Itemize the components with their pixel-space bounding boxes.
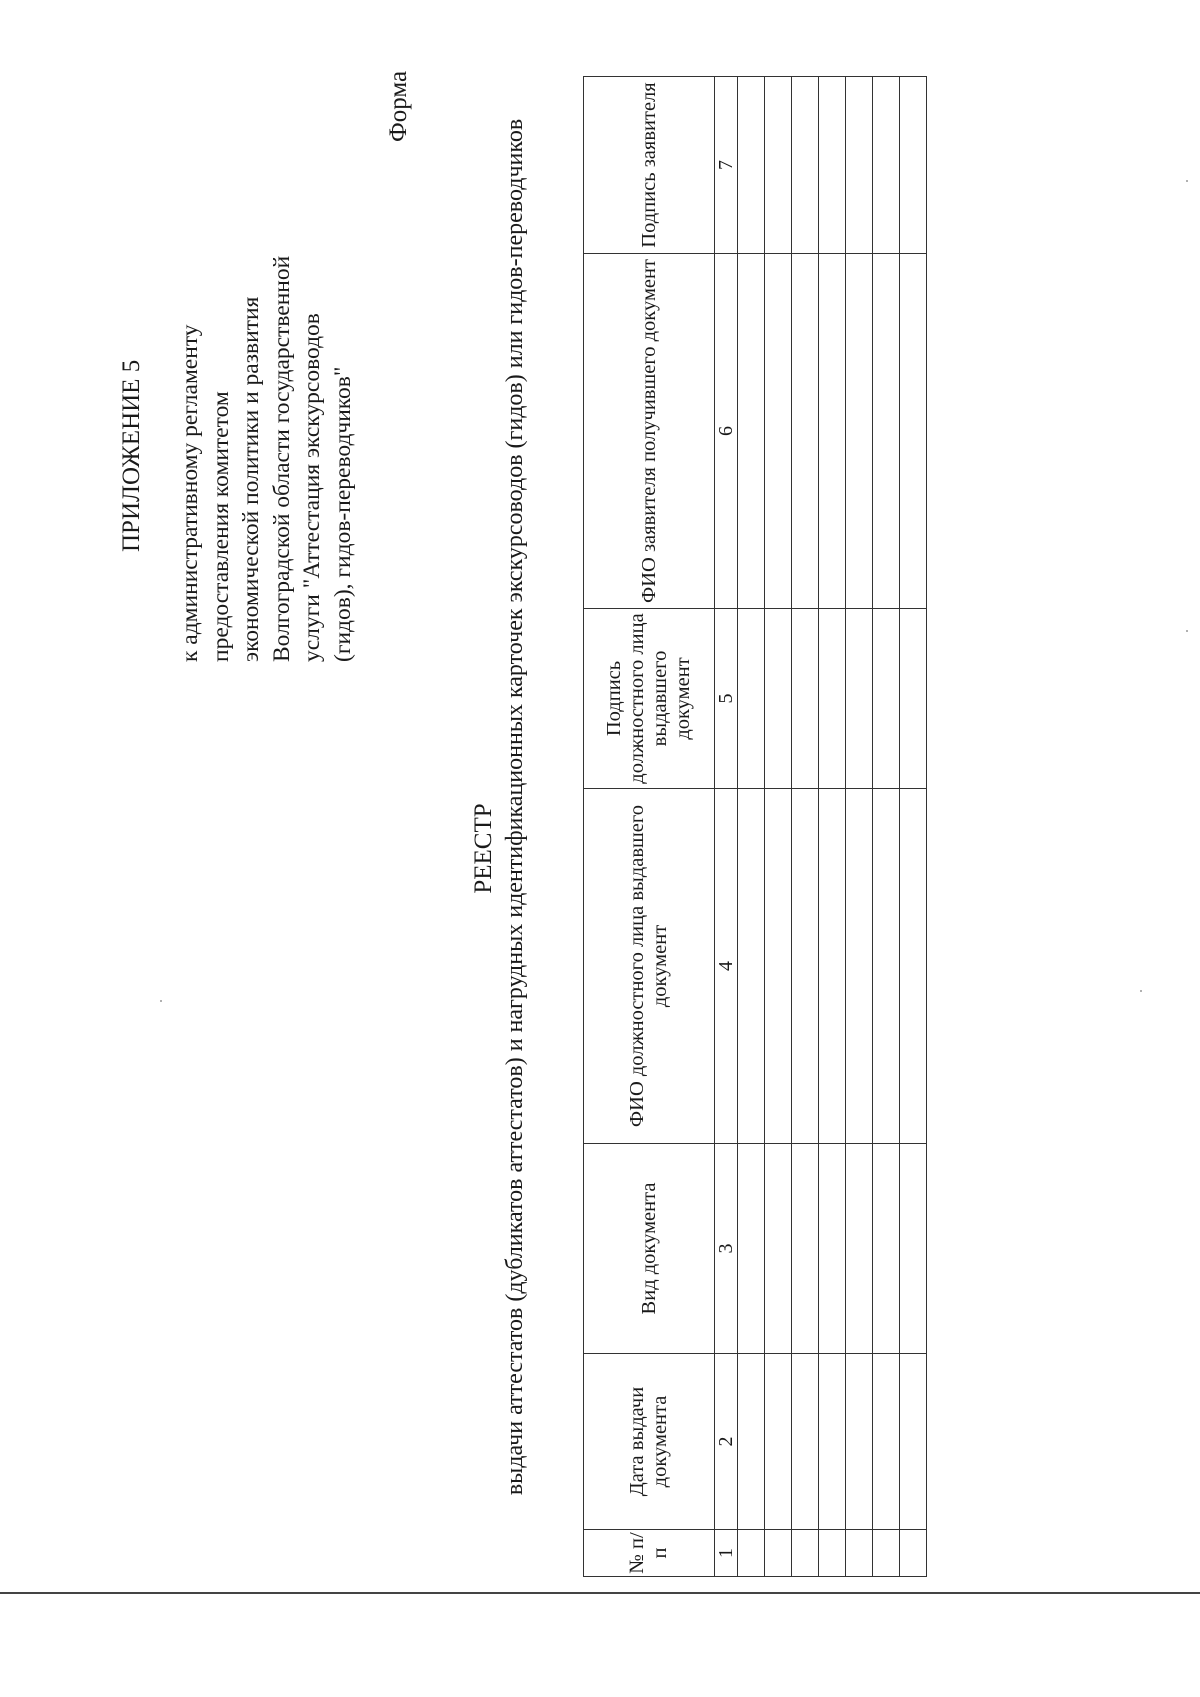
table-cell [846,1144,873,1354]
table-cell [792,1144,819,1354]
table-cell [738,254,765,609]
table-row [792,77,819,1577]
table-cell [738,1354,765,1530]
table-cell [765,254,792,609]
table-cell [819,1354,846,1530]
registry-table [583,76,927,1577]
table-cell [819,1144,846,1354]
table-cell [765,789,792,1144]
registry-title: РЕЕСТР [470,803,497,894]
table-cell [765,609,792,789]
column-header-applicant-signature: Подпись заявителя [584,77,715,254]
column-number: 6 [715,254,738,609]
column-number-row [715,77,738,1577]
appendix-title: ПРИЛОЖЕНИЕ 5 [118,359,145,552]
column-number: 3 [715,1144,738,1354]
table-cell [873,1144,900,1354]
table-row [738,77,765,1577]
table-cell [873,254,900,609]
scan-speck [1186,180,1188,182]
table-cell [846,1530,873,1577]
table-cell [792,254,819,609]
table-cell [765,1530,792,1577]
table-row [900,77,927,1577]
table-cell [819,254,846,609]
table-cell [792,1354,819,1530]
table-cell [765,1144,792,1354]
table-cell [819,789,846,1144]
table-cell [900,1354,927,1530]
appendix-reference [175,102,358,662]
table-cell [846,789,873,1144]
table-cell [846,77,873,254]
table-cell [819,609,846,789]
column-number: 7 [715,77,738,254]
table-cell [900,77,927,254]
column-number: 4 [715,789,738,1144]
appendix-line: предоставления комитетом [207,391,234,662]
table-cell [846,1354,873,1530]
table-row [846,77,873,1577]
table-cell [765,1354,792,1530]
form-label: Форма [385,70,412,142]
column-number: 2 [715,1354,738,1530]
table-cell [792,609,819,789]
column-number: 1 [715,1530,738,1577]
appendix-line: экономической политики и развития [238,296,264,662]
table-cell [765,77,792,254]
table-cell [792,789,819,1144]
scan-speck [160,1000,162,1002]
table-cell [819,1530,846,1577]
table-cell [873,789,900,1144]
table-cell [900,609,927,789]
table-row [819,77,846,1577]
appendix-line: к административному регламенту [177,324,203,662]
table-cell [846,609,873,789]
scan-speck [1186,630,1188,632]
scan-edge-line [0,1592,1200,1594]
scan-speck [1140,990,1142,992]
table-row [765,77,792,1577]
registry-subtitle: выдачи аттестатов (дубликатов аттестатов) и нагрудных идентификационных карточек экскурсоводов (гидов) или гидов-переводчиков [502,118,528,1496]
appendix-line: (гидов), гидов-переводчиков" [329,366,356,662]
table-cell [900,1530,927,1577]
table-cell [873,1530,900,1577]
column-header-number: № п/п [584,1530,715,1577]
column-header-applicant-name: ФИО заявителя получившего документ [584,254,715,609]
table-row [873,77,900,1577]
column-header-official-name: ФИО должностного лица выдавшего документ [584,789,715,1144]
table-cell [873,609,900,789]
table-cell [792,1530,819,1577]
appendix-line: Волгоградской области государственной [268,255,295,662]
table-cell [900,789,927,1144]
table-cell [900,1144,927,1354]
table-cell [738,1144,765,1354]
table-header-row [584,77,715,1577]
table-cell [738,1530,765,1577]
table-cell [846,254,873,609]
table-cell [873,77,900,254]
table-cell [792,77,819,254]
column-number: 5 [715,609,738,789]
table-cell [738,609,765,789]
column-header-issue-date: Дата выдачи документа [584,1354,715,1530]
column-header-document-type: Вид документа [584,1144,715,1354]
table-cell [738,789,765,1144]
table-cell [873,1354,900,1530]
column-header-official-signature: Подпись должностного лица выдавшего документ [584,609,715,789]
table-cell [738,77,765,254]
table-cell [819,77,846,254]
appendix-line: услуги "Аттестация экскурсоводов [299,313,325,662]
table-cell [900,254,927,609]
